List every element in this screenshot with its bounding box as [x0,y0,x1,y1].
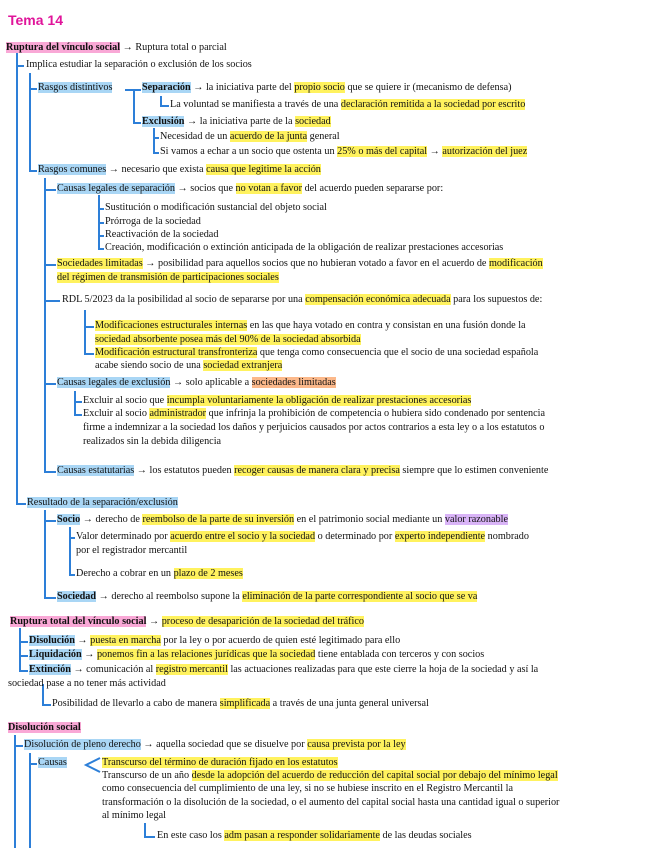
line-28: Socio → derecho de reembolso de la parte de su inversión en el patrimonio social mediante un valor razonable [57,514,508,525]
line-46: En este caso los adm pasan a responder solidariamente de las deudas sociales [157,830,472,841]
line-35: Liquidación → ponemos fin a las relaciones jurídicas que la sociedad tiene entablada con terceros y con socios [29,649,485,660]
line-22: Excluir al socio que incumpla voluntariamente la obligación de realizar prestaciones accesorias [83,395,472,406]
line-27: Resultado de la separación/exclusión [27,497,178,508]
line-17: Modificaciones estructurales internas en las que haya votado en contra y consistan en una fusión donde la [95,320,526,331]
line-15: del régimen de transmisión de participaciones sociales [57,272,279,283]
line-38: Posibilidad de llevarlo a cabo de manera simplificada a través de una junta general universal [52,698,429,709]
line-41b: Transcurso del término de duración fijado en los estatutos [102,757,338,768]
line-34: Disolución → puesta en marcha por la ley o por acuerdo de quien esté legitimado para ello [29,635,401,646]
line-11: Prórroga de la sociedad [105,216,201,227]
line-13: Creación, modificación o extinción anticipada de la obligación de realizar prestaciones accesorias [105,242,504,253]
line-25: realizados sin la debida diligencia [83,436,222,447]
line-3: Rasgos distintivos [38,82,113,93]
line-10: Sustitución o modificación sustancial del objeto social [105,202,327,213]
line-20: acabe siendo socio de una sociedad extranjera [95,360,283,371]
line-8: Rasgos comunes → necesario que exista causa que legitime la acción [38,164,321,175]
line-18: sociedad absorbente posea más del 90% de la sociedad absorbida [95,334,361,345]
line-39: Disolución social [8,722,81,733]
line-32: Sociedad → derecho al reembolso supone la eliminación de la parte correspondiente al socio que se va [57,591,478,602]
line-3b: Separación → la iniciativa parte del propio socio que se quiere ir (mecanismo de defensa) [142,82,512,93]
line-41: Causas [38,757,67,768]
line-23: Excluir al socio administrador que infrinja la prohibición de competencia o hubiera sido condenado por sentencia [83,408,545,419]
line-1: Ruptura del vínculo social → Ruptura total o parcial [6,42,227,53]
line-19: Modificación estructural transfronteriza que tenga como consecuencia que el socio de una sociedad española [95,347,539,358]
brace-icon [82,756,102,774]
line-12: Reactivación de la sociedad [105,229,219,240]
line-14: Sociedades limitadas → posibilidad para aquellos socios que no hubieran votado a favor en el acuerdo de modificación [57,258,543,269]
line-16: RDL 5/2023 da la posibilidad al socio de separarse por una compensación económica adecuada para los supuestos de: [62,294,543,305]
line-21: Causas legales de exclusión → solo aplicable a sociedades limitadas [57,377,336,388]
line-31: Derecho a cobrar en un plazo de 2 meses [76,568,243,579]
line-40: Disolución de pleno derecho → aquella sociedad que se disuelve por causa prevista por la ley [24,739,406,750]
page-title: Tema 14 [8,12,63,28]
line-6: Necesidad de un acuerdo de la junta general [160,131,340,142]
line-24: firme a indemnizar a la sociedad los daños y perjuicios causados por actos contrarios a esta ley o a los estatutos o [83,422,545,433]
line-45: al mínimo legal [102,810,166,821]
line-29: Valor determinado por acuerdo entre el socio y la sociedad o determinado por experto independiente nombrado [76,531,529,542]
line-9: Causas legales de separación → socios que no votan a favor del acuerdo pueden separarse por: [57,183,444,194]
line-2: Implica estudiar la separación o exclusión de los socios [26,59,252,70]
line-7: Si vamos a echar a un socio que ostenta un 25% o más del capital → autorización del juez [160,146,528,157]
line-44: transformación o la disolución de la sociedad, o el aumento del capital social hasta una cantidad igual o superior [102,797,560,808]
line-4: La voluntad se manifiesta a través de una declaración remitida a la sociedad por escrito [170,99,526,110]
line-36: Extinción → comunicación al registro mercantil las actuaciones realizadas para que este cierre la hoja de la sociedad y así la [29,664,539,675]
line-33: Ruptura total del vínculo social → proceso de desaparición de la sociedad del tráfico [10,616,364,627]
line-5: Exclusión → la iniciativa parte de la sociedad [142,116,331,127]
line-37: sociedad pase a no tener más actividad [8,678,166,689]
line-30: por el registrador mercantil [76,545,188,556]
line-43: como consecuencia del cumplimiento de una ley, si no se hubiese inscrito en el Registro Mercantil la [102,783,513,794]
line-42: Transcurso de un año desde la adopción del acuerdo de reducción del capital social por debajo del mínimo legal [102,770,558,781]
line-26: Causas estatutarias → los estatutos pueden recoger causas de manera clara y precisa siempre que lo estimen conveniente [57,465,549,476]
